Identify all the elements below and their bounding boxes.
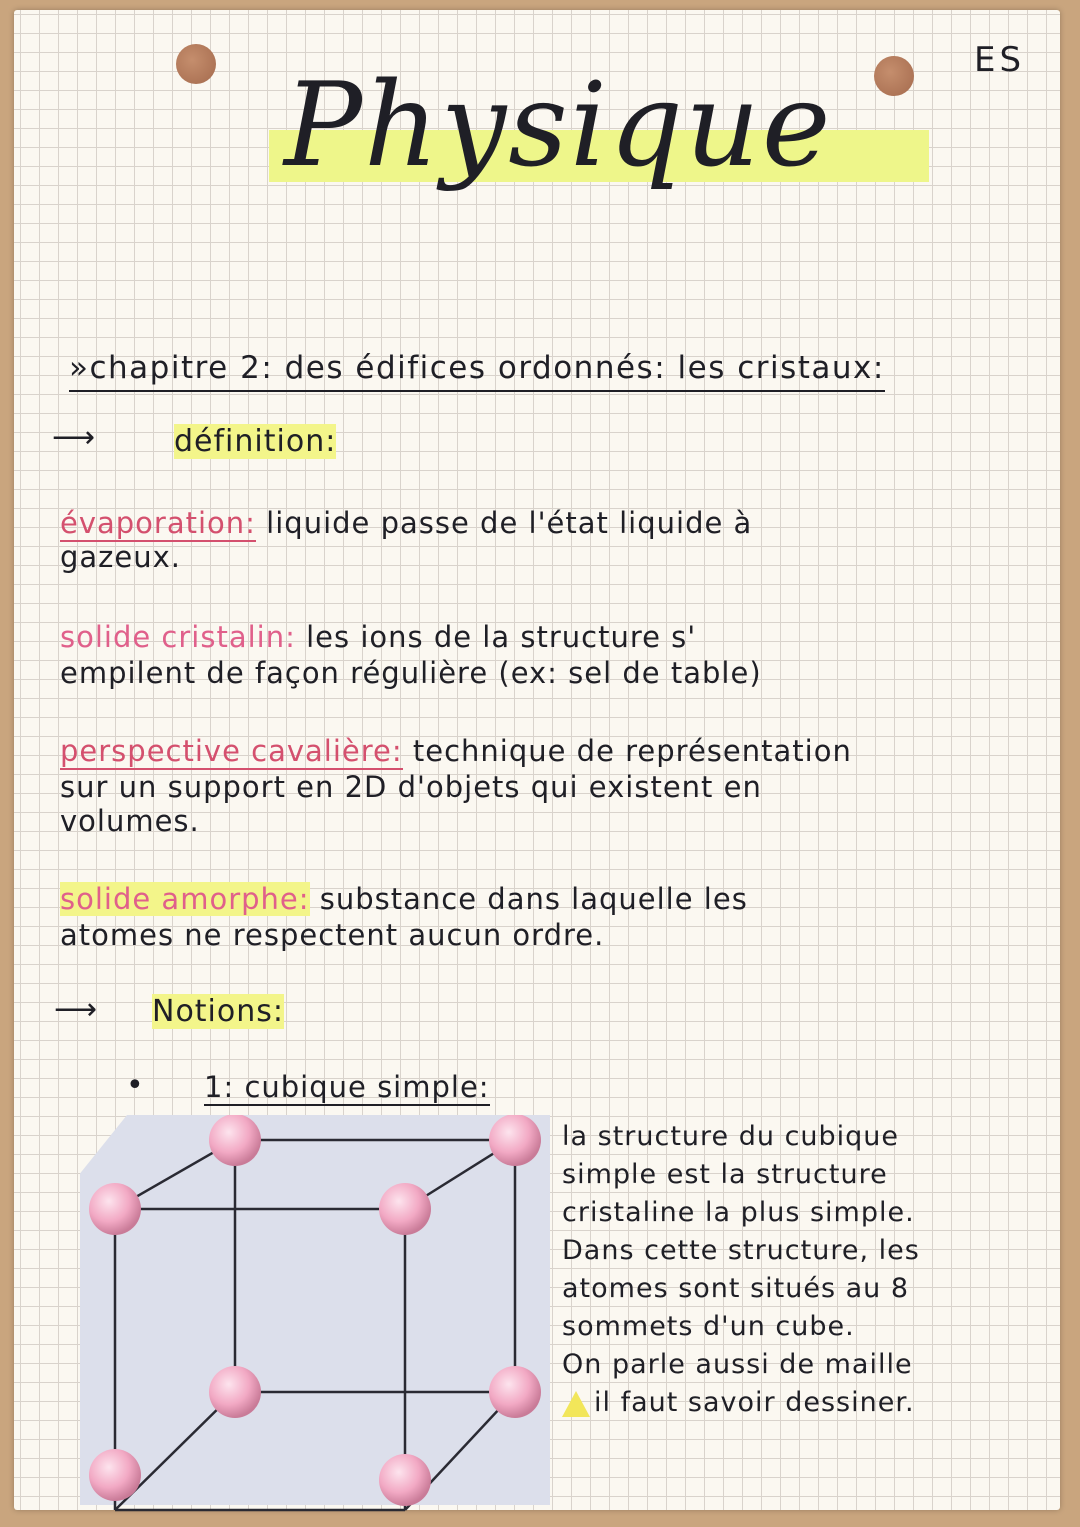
explanation-line: On parle aussi de maille	[562, 1349, 913, 1380]
explanation-line: la structure du cubique	[562, 1121, 900, 1152]
term-solide-cristalin: solide cristalin:	[60, 620, 296, 654]
chapter-heading: »chapitre 2: des édifices ordonnés: les cristaux:	[69, 350, 885, 392]
cubic-lattice-figure	[80, 1115, 560, 1515]
binder-hole-left	[176, 44, 216, 84]
subject-tag: ES	[974, 40, 1026, 80]
atom	[489, 1366, 541, 1418]
warning-line: il faut savoir dessiner.	[562, 1384, 1042, 1422]
atom	[89, 1183, 141, 1235]
atom	[209, 1115, 261, 1166]
atoms	[89, 1115, 541, 1506]
definition-evaporation: évaporation: liquide passe de l'état liquide à	[60, 506, 753, 540]
atom	[209, 1366, 261, 1418]
definition-line: gazeux.	[60, 540, 182, 574]
warning-triangle-icon	[562, 1391, 590, 1417]
definition-solide-amorphe: solide amorphe: substance dans laquelle les	[60, 882, 748, 916]
explanation-line: sommets d'un cube.	[562, 1311, 855, 1342]
definition-line: empilent de façon régulière (ex: sel de table)	[60, 656, 762, 690]
definition-perspective: perspective cavalière: technique de représentation	[60, 734, 852, 768]
definition-solide-cristalin: solide cristalin: les ions de la structure s'	[60, 620, 697, 654]
right-arrow-icon: ⟶	[52, 420, 96, 455]
term-perspective-cavaliere: perspective cavalière:	[60, 734, 403, 768]
explanation-line: simple est la structure	[562, 1159, 888, 1190]
notion-cubique-simple-heading: 1: cubique simple:	[204, 1070, 490, 1104]
definition-heading: définition:	[174, 424, 337, 459]
atom	[489, 1115, 541, 1166]
binder-hole-right	[874, 56, 914, 96]
definition-line: sur un support en 2D d'objets qui existent en	[60, 770, 762, 804]
atom	[379, 1183, 431, 1235]
definition-line: volumes.	[60, 804, 200, 838]
explanation-line: Dans cette structure, les	[562, 1235, 920, 1266]
atom	[89, 1449, 141, 1501]
definition-line: atomes ne respectent aucun ordre.	[60, 918, 605, 952]
page-title: Physique	[284, 58, 833, 193]
cubique-simple-explanation	[562, 1118, 1042, 1422]
explanation-line: atomes sont situés au 8	[562, 1273, 910, 1304]
bullet: •	[126, 1068, 144, 1103]
cube-edges	[115, 1140, 515, 1510]
atom	[379, 1454, 431, 1506]
right-arrow-icon: ⟶	[54, 992, 98, 1027]
term-evaporation: évaporation:	[60, 506, 256, 540]
notions-heading: Notions:	[152, 994, 284, 1029]
term-solide-amorphe: solide amorphe:	[60, 882, 310, 916]
explanation-line: cristaline la plus simple.	[562, 1197, 915, 1228]
